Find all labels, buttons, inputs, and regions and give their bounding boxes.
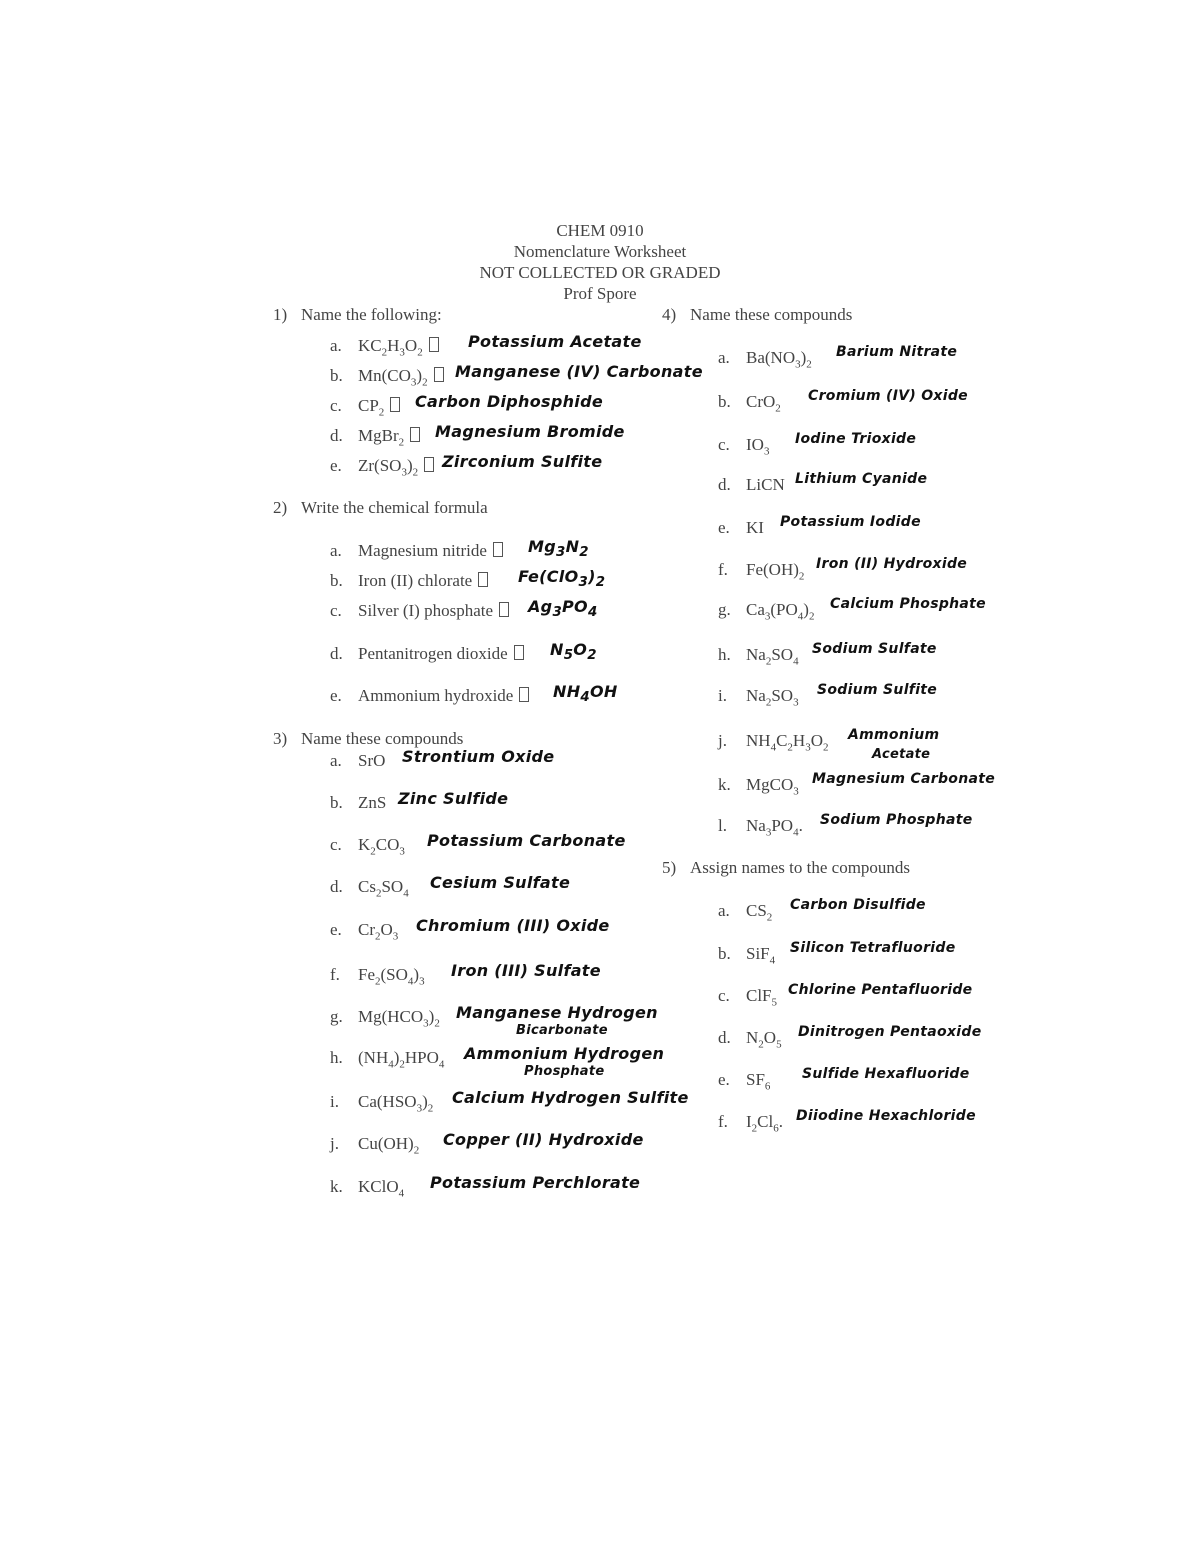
missing-glyph-icon — [429, 337, 439, 352]
handwritten-answer-continued: Phosphate — [524, 1064, 605, 1079]
item-letter: b. — [330, 793, 343, 812]
section-title: Name these compounds — [690, 305, 853, 324]
handwritten-answer: $NH_4OH$ — [553, 682, 618, 706]
section-number: 2) — [273, 498, 288, 517]
handwritten-answer: $Mg_3N_2$ — [528, 537, 589, 561]
chemical-formula: $I_2Cl_6$. — [746, 1112, 783, 1135]
handwritten-answer: Carbon Disulfide — [790, 897, 926, 913]
item-letter: h. — [718, 645, 731, 664]
handwritten-answer: Manganese (IV) Carbonate — [455, 362, 703, 381]
handwritten-answer: Iron (III) Sulfate — [451, 961, 601, 980]
section-5-heading — [662, 858, 910, 878]
item-letter: a. — [330, 336, 342, 355]
item-letter: f. — [718, 560, 728, 579]
item-letter: c. — [330, 835, 342, 854]
chemical-formula: MgCO$_3$ — [746, 775, 799, 798]
handwritten-answer: $Ag_3PO_4$ — [528, 597, 598, 621]
handwritten-answer: $N_5O_2$ — [550, 640, 597, 664]
chemical-formula: $Zr(SO_3)_2$ — [358, 456, 434, 478]
handwritten-answer: Diiodine Hexachloride — [796, 1108, 976, 1124]
chemical-formula: LiCN — [746, 475, 785, 494]
item-letter: b. — [330, 366, 343, 385]
chemical-formula: $Cs_2SO_4$ — [358, 877, 409, 900]
item-letter: d. — [718, 475, 731, 494]
handwritten-answer: Sodium Phosphate — [820, 812, 973, 828]
chemical-formula: SiF$_4$ — [746, 944, 776, 967]
item-letter: h. — [330, 1048, 343, 1067]
item-letter: j. — [330, 1134, 339, 1153]
section-title: Assign names to the compounds — [690, 858, 911, 877]
chemical-formula: KClO$_4$ — [358, 1177, 405, 1200]
chemical-formula: $Na_2SO_4$ — [746, 645, 799, 668]
handwritten-answer: Ammonium Hydrogen — [464, 1044, 665, 1063]
section-3-heading — [273, 729, 463, 749]
handwritten-answer: Iodine Trioxide — [795, 431, 917, 447]
handwritten-answer: Magnesium Bromide — [435, 422, 625, 441]
course-code: CHEM 0910 — [556, 221, 644, 240]
section-4-heading — [662, 305, 852, 325]
item-letter: k. — [330, 1177, 343, 1196]
handwritten-answer: Sodium Sulfite — [817, 682, 938, 698]
handwritten-answer: Zinc Sulfide — [398, 789, 509, 808]
handwritten-answer: Sulfide Hexafluoride — [802, 1066, 970, 1082]
item-letter: e. — [330, 686, 342, 705]
chemical-formula: $Cu(OH)_2$ — [358, 1134, 420, 1157]
handwritten-answer: Potassium Iodide — [780, 514, 921, 530]
item-letter: e. — [718, 518, 730, 537]
chemical-formula: $IO_3$ — [746, 435, 770, 458]
chemical-formula: KI — [746, 518, 764, 537]
handwritten-answer-continued: Bicarbonate — [516, 1023, 608, 1038]
chemical-formula: $Mg(HCO_3)_2$ — [358, 1007, 440, 1030]
chemical-formula: $Fe_2(SO_4)_3$ — [358, 965, 425, 988]
handwritten-answer: Lithium Cyanide — [795, 471, 928, 487]
missing-glyph-icon — [390, 397, 400, 412]
chemical-formula: ZnS — [358, 793, 387, 812]
chemical-formula: MgBr$_2$ — [358, 426, 420, 448]
chemical-formula: $NH_4C_2H_3O_2$ — [746, 731, 829, 754]
item-letter: c. — [330, 396, 342, 415]
missing-glyph-icon — [478, 572, 488, 587]
item-letter: g. — [330, 1007, 343, 1026]
worksheet-title: Nomenclature Worksheet — [513, 242, 687, 261]
item-letter: e. — [330, 456, 342, 475]
chemical-formula: $CP_2$ — [358, 396, 400, 418]
chemical-formula: $Ba(NO_3)_2$ — [746, 348, 812, 371]
chemical-formula: $(NH_4)_2HPO_4$ — [358, 1048, 445, 1071]
item-letter: e. — [718, 1070, 730, 1089]
handwritten-answer: Potassium Perchlorate — [430, 1173, 641, 1192]
item-letter: d. — [330, 644, 343, 663]
compound-name: Magnesium nitride — [358, 541, 503, 561]
chemical-formula: $Mn(CO_3)_2$ — [358, 366, 444, 388]
handwritten-answer: Copper (II) Hydroxide — [443, 1130, 644, 1149]
handwritten-answer: Sodium Sulfate — [812, 641, 937, 657]
handwritten-answer: Cromium (IV) Oxide — [808, 388, 968, 404]
section-number: 3) — [273, 729, 288, 748]
item-letter: f. — [718, 1112, 728, 1131]
missing-glyph-icon — [410, 427, 420, 442]
handwritten-answer: Chlorine Pentafluoride — [788, 982, 973, 998]
chemical-formula: ClF$_5$ — [746, 986, 778, 1009]
item-letter: c. — [718, 435, 730, 454]
section-number: 5) — [662, 858, 677, 877]
handwritten-answer: Strontium Oxide — [402, 747, 555, 766]
chemical-formula: CrO$_2$ — [746, 392, 781, 415]
handwritten-answer: Ammonium — [848, 727, 940, 743]
item-letter: g. — [718, 600, 731, 619]
item-letter: k. — [718, 775, 731, 794]
handwritten-answer: Potassium Carbonate — [427, 831, 626, 850]
chemical-formula: $Na_2SO_3$ — [746, 686, 799, 709]
item-letter: b. — [718, 944, 731, 963]
handwritten-answer: Silicon Tetrafluoride — [790, 940, 956, 956]
grading-note: NOT COLLECTED OR GRADED — [479, 263, 721, 282]
missing-glyph-icon — [499, 602, 509, 617]
handwritten-answer: Cesium Sulfate — [430, 873, 571, 892]
handwritten-answer: $Fe(ClO_3)_2$ — [518, 567, 606, 591]
chemical-formula: $Ca(HSO_3)_2$ — [358, 1092, 434, 1115]
missing-glyph-icon — [519, 687, 529, 702]
item-letter: d. — [718, 1028, 731, 1047]
missing-glyph-icon — [514, 645, 524, 660]
handwritten-answer-continued: Acetate — [872, 747, 931, 762]
handwritten-answer: Zirconium Sulfite — [442, 452, 603, 471]
item-letter: d. — [330, 426, 343, 445]
chemical-formula: $SF_6$ — [746, 1070, 771, 1093]
chemical-formula: SrO — [358, 751, 386, 770]
missing-glyph-icon — [493, 542, 503, 557]
item-letter: c. — [718, 986, 730, 1005]
chemical-formula: $KC_2H_3O_2$ — [358, 336, 439, 358]
item-letter: a. — [330, 541, 342, 560]
item-letter: c. — [330, 601, 342, 620]
item-letter: a. — [718, 901, 730, 920]
item-letter: a. — [330, 751, 342, 770]
handwritten-answer: Calcium Hydrogen Sulfite — [452, 1088, 689, 1107]
section-title: Name the following: — [301, 305, 442, 324]
chemical-formula: $Cr_2O_3$ — [358, 920, 399, 943]
chemical-formula: $N_2O_5$ — [746, 1028, 782, 1051]
handwritten-answer: Calcium Phosphate — [830, 596, 986, 612]
chemical-formula: $Ca_3(PO_4)_2$ — [746, 600, 815, 623]
handwritten-answer: Iron (II) Hydroxide — [816, 556, 968, 572]
chemical-formula: $Fe(OH)_2$ — [746, 560, 805, 583]
item-letter: f. — [330, 965, 340, 984]
item-letter: j. — [718, 731, 727, 750]
instructor: Prof Spore — [563, 284, 637, 303]
missing-glyph-icon — [434, 367, 444, 382]
item-letter: i. — [718, 686, 727, 705]
section-title: Name these compounds — [301, 729, 464, 748]
chemical-formula: $CS_2$ — [746, 901, 773, 924]
section-1-heading — [273, 305, 442, 325]
chemical-formula: $K_2CO_3$ — [358, 835, 405, 858]
handwritten-answer: Chromium (III) Oxide — [416, 916, 610, 935]
compound-name: Silver (I) phosphate — [358, 601, 509, 621]
section-number: 4) — [662, 305, 677, 324]
missing-glyph-icon — [424, 457, 434, 472]
item-letter: a. — [718, 348, 730, 367]
item-letter: e. — [330, 920, 342, 939]
chemical-formula: $Na_3PO_4$. — [746, 816, 803, 839]
compound-name: Iron (II) chlorate — [358, 571, 488, 591]
item-letter: b. — [330, 571, 343, 590]
item-letter: i. — [330, 1092, 339, 1111]
item-letter: l. — [718, 816, 727, 835]
handwritten-answer: Barium Nitrate — [836, 344, 958, 360]
compound-name: Ammonium hydroxide — [358, 686, 529, 706]
item-letter: d. — [330, 877, 343, 896]
item-letter: b. — [718, 392, 731, 411]
compound-name: Pentanitrogen dioxide — [358, 644, 524, 664]
handwritten-answer: Dinitrogen Pentaoxide — [798, 1024, 982, 1040]
handwritten-answer: Carbon Diphosphide — [415, 392, 603, 411]
section-2-heading — [273, 498, 488, 518]
handwritten-answer: Magnesium Carbonate — [812, 771, 995, 787]
section-number: 1) — [273, 305, 288, 324]
section-title: Write the chemical formula — [301, 498, 488, 517]
handwritten-answer: Manganese Hydrogen — [456, 1003, 658, 1022]
handwritten-answer: Potassium Acetate — [468, 332, 642, 351]
